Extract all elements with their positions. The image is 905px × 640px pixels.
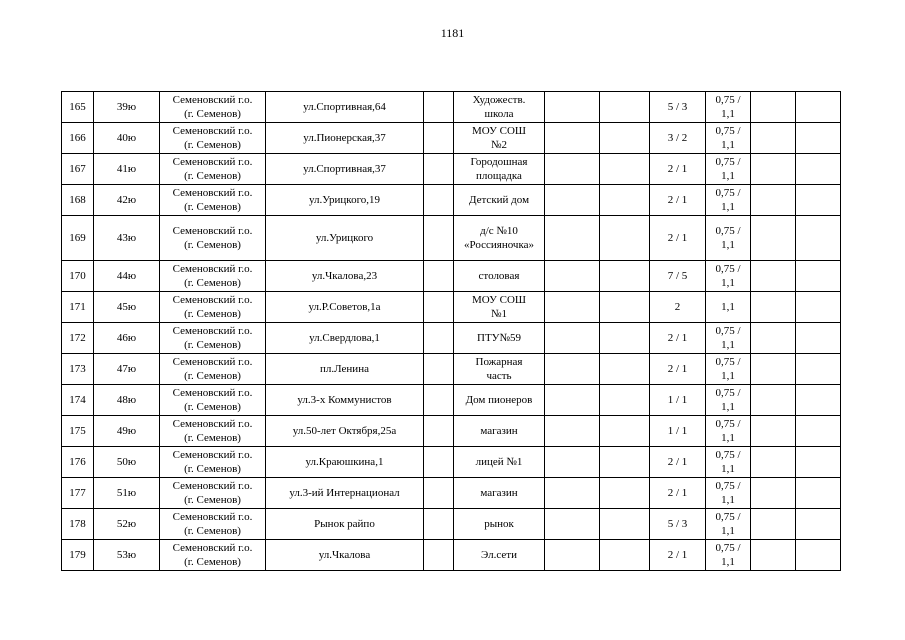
coefficient-cell: 0,75 / 1,1 bbox=[706, 385, 751, 416]
row-number-cell: 170 bbox=[62, 261, 94, 292]
district-cell: Семеновский г.о. (г. Семенов) bbox=[160, 509, 266, 540]
code-cell: 50ю bbox=[94, 447, 160, 478]
address-cell: ул.Пионерская,37 bbox=[266, 123, 424, 154]
code-cell: 51ю bbox=[94, 478, 160, 509]
table-row bbox=[62, 323, 841, 354]
empty-cell-11 bbox=[751, 92, 796, 123]
address-cell: ул.Свердлова,1 bbox=[266, 323, 424, 354]
address-cell: ул.Спортивная,37 bbox=[266, 154, 424, 185]
empty-cell-12 bbox=[796, 478, 841, 509]
row-number-cell: 175 bbox=[62, 416, 94, 447]
empty-cell-5 bbox=[424, 185, 454, 216]
empty-cell-5 bbox=[424, 292, 454, 323]
district-cell: Семеновский г.о. (г. Семенов) bbox=[160, 261, 266, 292]
empty-cell-5 bbox=[424, 261, 454, 292]
empty-cell-7 bbox=[545, 478, 600, 509]
address-cell: ул.Чкалова,23 bbox=[266, 261, 424, 292]
empty-cell-12 bbox=[796, 509, 841, 540]
empty-cell-7 bbox=[545, 509, 600, 540]
table-row bbox=[62, 478, 841, 509]
empty-cell-12 bbox=[796, 416, 841, 447]
row-number-cell: 165 bbox=[62, 92, 94, 123]
address-cell: Рынок райпо bbox=[266, 509, 424, 540]
row-number-cell: 169 bbox=[62, 216, 94, 261]
empty-cell-11 bbox=[751, 540, 796, 571]
empty-cell-5 bbox=[424, 447, 454, 478]
object-cell: столовая bbox=[454, 261, 545, 292]
empty-cell-12 bbox=[796, 216, 841, 261]
code-cell: 53ю bbox=[94, 540, 160, 571]
empty-cell-7 bbox=[545, 416, 600, 447]
empty-cell-8 bbox=[600, 323, 650, 354]
ratio-cell: 2 / 1 bbox=[650, 478, 706, 509]
page-number: 1181 bbox=[440, 26, 465, 40]
code-cell: 49ю bbox=[94, 416, 160, 447]
row-number-cell: 171 bbox=[62, 292, 94, 323]
code-cell: 45ю bbox=[94, 292, 160, 323]
table-row bbox=[62, 385, 841, 416]
empty-cell-11 bbox=[751, 216, 796, 261]
empty-cell-7 bbox=[545, 154, 600, 185]
district-cell: Семеновский г.о. (г. Семенов) bbox=[160, 292, 266, 323]
empty-cell-7 bbox=[545, 185, 600, 216]
district-cell: Семеновский г.о. (г. Семенов) bbox=[160, 478, 266, 509]
object-cell: ПТУ№59 bbox=[454, 323, 545, 354]
empty-cell-5 bbox=[424, 323, 454, 354]
ratio-cell: 2 / 1 bbox=[650, 447, 706, 478]
table-row bbox=[62, 185, 841, 216]
row-number-cell: 178 bbox=[62, 509, 94, 540]
district-cell: Семеновский г.о. (г. Семенов) bbox=[160, 540, 266, 571]
ratio-cell: 2 / 1 bbox=[650, 540, 706, 571]
address-cell: ул.Спортивная,64 bbox=[266, 92, 424, 123]
ratio-cell: 2 / 1 bbox=[650, 185, 706, 216]
table-row bbox=[62, 261, 841, 292]
table-body bbox=[62, 92, 841, 571]
empty-cell-5 bbox=[424, 416, 454, 447]
empty-cell-8 bbox=[600, 216, 650, 261]
empty-cell-12 bbox=[796, 323, 841, 354]
code-cell: 52ю bbox=[94, 509, 160, 540]
district-cell: Семеновский г.о. (г. Семенов) bbox=[160, 323, 266, 354]
address-cell: пл.Ленина bbox=[266, 354, 424, 385]
table-row bbox=[62, 92, 841, 123]
registry-table bbox=[61, 91, 841, 571]
empty-cell-8 bbox=[600, 540, 650, 571]
ratio-cell: 2 / 1 bbox=[650, 154, 706, 185]
object-cell: МОУ СОШ №1 bbox=[454, 292, 545, 323]
empty-cell-11 bbox=[751, 416, 796, 447]
address-cell: ул.Урицкого,19 bbox=[266, 185, 424, 216]
table-row bbox=[62, 292, 841, 323]
empty-cell-5 bbox=[424, 154, 454, 185]
empty-cell-12 bbox=[796, 354, 841, 385]
coefficient-cell: 0,75 / 1,1 bbox=[706, 540, 751, 571]
empty-cell-8 bbox=[600, 447, 650, 478]
empty-cell-11 bbox=[751, 354, 796, 385]
empty-cell-11 bbox=[751, 323, 796, 354]
row-number-cell: 168 bbox=[62, 185, 94, 216]
object-cell: лицей №1 bbox=[454, 447, 545, 478]
table-row bbox=[62, 154, 841, 185]
empty-cell-8 bbox=[600, 292, 650, 323]
empty-cell-12 bbox=[796, 92, 841, 123]
empty-cell-5 bbox=[424, 540, 454, 571]
table-row bbox=[62, 123, 841, 154]
empty-cell-8 bbox=[600, 261, 650, 292]
empty-cell-11 bbox=[751, 292, 796, 323]
empty-cell-12 bbox=[796, 540, 841, 571]
empty-cell-7 bbox=[545, 261, 600, 292]
district-cell: Семеновский г.о. (г. Семенов) bbox=[160, 92, 266, 123]
district-cell: Семеновский г.о. (г. Семенов) bbox=[160, 185, 266, 216]
address-cell: ул.3-х Коммунистов bbox=[266, 385, 424, 416]
table-row bbox=[62, 354, 841, 385]
table-row bbox=[62, 509, 841, 540]
object-cell: МОУ СОШ №2 bbox=[454, 123, 545, 154]
table-row bbox=[62, 540, 841, 571]
empty-cell-11 bbox=[751, 123, 796, 154]
district-cell: Семеновский г.о. (г. Семенов) bbox=[160, 216, 266, 261]
empty-cell-11 bbox=[751, 385, 796, 416]
table-row bbox=[62, 416, 841, 447]
coefficient-cell: 0,75 / 1,1 bbox=[706, 447, 751, 478]
district-cell: Семеновский г.о. (г. Семенов) bbox=[160, 123, 266, 154]
empty-cell-12 bbox=[796, 447, 841, 478]
object-cell: магазин bbox=[454, 416, 545, 447]
coefficient-cell: 0,75 / 1,1 bbox=[706, 185, 751, 216]
table-row bbox=[62, 216, 841, 261]
empty-cell-8 bbox=[600, 354, 650, 385]
address-cell: ул.Урицкого bbox=[266, 216, 424, 261]
coefficient-cell: 0,75 / 1,1 bbox=[706, 123, 751, 154]
ratio-cell: 3 / 2 bbox=[650, 123, 706, 154]
empty-cell-12 bbox=[796, 185, 841, 216]
ratio-cell: 1 / 1 bbox=[650, 416, 706, 447]
empty-cell-7 bbox=[545, 354, 600, 385]
object-cell: д/с №10 «Россияночка» bbox=[454, 216, 545, 261]
row-number-cell: 173 bbox=[62, 354, 94, 385]
object-cell: магазин bbox=[454, 478, 545, 509]
empty-cell-7 bbox=[545, 323, 600, 354]
code-cell: 42ю bbox=[94, 185, 160, 216]
district-cell: Семеновский г.о. (г. Семенов) bbox=[160, 416, 266, 447]
row-number-cell: 177 bbox=[62, 478, 94, 509]
empty-cell-7 bbox=[545, 385, 600, 416]
coefficient-cell: 0,75 / 1,1 bbox=[706, 354, 751, 385]
coefficient-cell: 0,75 / 1,1 bbox=[706, 154, 751, 185]
empty-cell-8 bbox=[600, 123, 650, 154]
empty-cell-7 bbox=[545, 123, 600, 154]
object-cell: Детский дом bbox=[454, 185, 545, 216]
empty-cell-12 bbox=[796, 261, 841, 292]
ratio-cell: 5 / 3 bbox=[650, 92, 706, 123]
empty-cell-7 bbox=[545, 292, 600, 323]
empty-cell-5 bbox=[424, 92, 454, 123]
code-cell: 47ю bbox=[94, 354, 160, 385]
address-cell: ул.Чкалова bbox=[266, 540, 424, 571]
code-cell: 46ю bbox=[94, 323, 160, 354]
empty-cell-8 bbox=[600, 416, 650, 447]
row-number-cell: 174 bbox=[62, 385, 94, 416]
ratio-cell: 7 / 5 bbox=[650, 261, 706, 292]
row-number-cell: 166 bbox=[62, 123, 94, 154]
object-cell: Пожарная часть bbox=[454, 354, 545, 385]
table-row bbox=[62, 447, 841, 478]
ratio-cell: 2 / 1 bbox=[650, 216, 706, 261]
empty-cell-8 bbox=[600, 185, 650, 216]
coefficient-cell: 0,75 / 1,1 bbox=[706, 261, 751, 292]
object-cell: Городошная площадка bbox=[454, 154, 545, 185]
coefficient-cell: 0,75 / 1,1 bbox=[706, 92, 751, 123]
address-cell: ул.Краюшкина,1 bbox=[266, 447, 424, 478]
empty-cell-8 bbox=[600, 478, 650, 509]
row-number-cell: 179 bbox=[62, 540, 94, 571]
coefficient-cell: 0,75 / 1,1 bbox=[706, 416, 751, 447]
code-cell: 41ю bbox=[94, 154, 160, 185]
district-cell: Семеновский г.о. (г. Семенов) bbox=[160, 354, 266, 385]
empty-cell-11 bbox=[751, 261, 796, 292]
empty-cell-8 bbox=[600, 385, 650, 416]
coefficient-cell: 0,75 / 1,1 bbox=[706, 509, 751, 540]
ratio-cell: 2 bbox=[650, 292, 706, 323]
ratio-cell: 1 / 1 bbox=[650, 385, 706, 416]
empty-cell-11 bbox=[751, 478, 796, 509]
empty-cell-12 bbox=[796, 154, 841, 185]
object-cell: рынок bbox=[454, 509, 545, 540]
code-cell: 40ю bbox=[94, 123, 160, 154]
empty-cell-7 bbox=[545, 540, 600, 571]
district-cell: Семеновский г.о. (г. Семенов) bbox=[160, 385, 266, 416]
row-number-cell: 167 bbox=[62, 154, 94, 185]
coefficient-cell: 0,75 / 1,1 bbox=[706, 323, 751, 354]
empty-cell-12 bbox=[796, 385, 841, 416]
object-cell: Эл.сети bbox=[454, 540, 545, 571]
empty-cell-7 bbox=[545, 447, 600, 478]
code-cell: 39ю bbox=[94, 92, 160, 123]
empty-cell-11 bbox=[751, 447, 796, 478]
code-cell: 43ю bbox=[94, 216, 160, 261]
empty-cell-7 bbox=[545, 216, 600, 261]
empty-cell-11 bbox=[751, 154, 796, 185]
empty-cell-5 bbox=[424, 123, 454, 154]
coefficient-cell: 1,1 bbox=[706, 292, 751, 323]
empty-cell-5 bbox=[424, 509, 454, 540]
empty-cell-8 bbox=[600, 509, 650, 540]
row-number-cell: 172 bbox=[62, 323, 94, 354]
code-cell: 44ю bbox=[94, 261, 160, 292]
empty-cell-5 bbox=[424, 478, 454, 509]
empty-cell-12 bbox=[796, 123, 841, 154]
ratio-cell: 2 / 1 bbox=[650, 323, 706, 354]
empty-cell-5 bbox=[424, 354, 454, 385]
address-cell: ул.3-ий Интернационал bbox=[266, 478, 424, 509]
empty-cell-8 bbox=[600, 92, 650, 123]
district-cell: Семеновский г.о. (г. Семенов) bbox=[160, 447, 266, 478]
empty-cell-5 bbox=[424, 385, 454, 416]
coefficient-cell: 0,75 / 1,1 bbox=[706, 478, 751, 509]
coefficient-cell: 0,75 / 1,1 bbox=[706, 216, 751, 261]
ratio-cell: 2 / 1 bbox=[650, 354, 706, 385]
row-number-cell: 176 bbox=[62, 447, 94, 478]
address-cell: ул.Р.Советов,1а bbox=[266, 292, 424, 323]
address-cell: ул.50-лет Октября,25а bbox=[266, 416, 424, 447]
ratio-cell: 5 / 3 bbox=[650, 509, 706, 540]
district-cell: Семеновский г.о. (г. Семенов) bbox=[160, 154, 266, 185]
empty-cell-5 bbox=[424, 216, 454, 261]
code-cell: 48ю bbox=[94, 385, 160, 416]
object-cell: Художеств. школа bbox=[454, 92, 545, 123]
empty-cell-12 bbox=[796, 292, 841, 323]
empty-cell-11 bbox=[751, 185, 796, 216]
object-cell: Дом пионеров bbox=[454, 385, 545, 416]
empty-cell-8 bbox=[600, 154, 650, 185]
empty-cell-11 bbox=[751, 509, 796, 540]
empty-cell-7 bbox=[545, 92, 600, 123]
